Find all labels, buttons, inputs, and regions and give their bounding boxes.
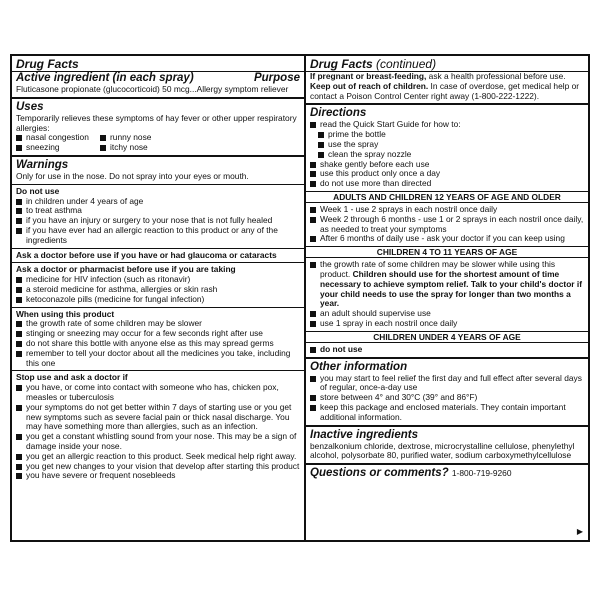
drug-facts-title: Drug Facts xyxy=(16,57,79,71)
list-item: nasal congestion xyxy=(16,133,100,143)
stop-use-block xyxy=(12,370,304,481)
list-item: you get a constant whistling sound from your nose. This may be a sign of damage inside your nose. xyxy=(16,432,300,452)
stop-use-heading: Stop use and ask a doctor if xyxy=(16,372,128,383)
list-item: use the spray xyxy=(310,140,584,150)
list-item: Week 2 through 6 months - use 1 or 2 sprays in each nostril once daily, as needed to treat your symptoms xyxy=(310,215,584,235)
pregnancy-text: If pregnant or breast-feeding, ask a health professional before use. xyxy=(310,71,566,81)
ask-doctor-block xyxy=(12,248,304,261)
list-item: if you have an injury or surgery to your nose that is not fully healed xyxy=(16,216,300,226)
list-item: you get new changes to your vision that develop after starting this product xyxy=(16,462,300,472)
list-item: use 1 spray in each nostril once daily xyxy=(310,319,584,329)
title-section xyxy=(12,56,304,99)
adults-bar: ADULTS AND CHILDREN 12 YEARS OF AGE AND OLDER xyxy=(306,191,588,203)
list-item: in children under 4 years of age xyxy=(16,197,300,207)
uses-text: Temporarily relieves these symptoms of hay fever or other upper respiratory allergies: xyxy=(16,112,297,133)
list-item: Week 1 - use 2 sprays in each nostril once daily xyxy=(310,205,584,215)
continued-arrow-icon: ▶ xyxy=(576,527,583,536)
keep-out-text: Keep out of reach of children. In case of overdose, get medical help or contact a Poison Control Center right away (1-800-222-1222). xyxy=(310,80,580,101)
questions-phone: 1-800-719-9260 xyxy=(451,468,512,479)
questions-heading: Questions or comments? 1-800-719-9260 xyxy=(310,467,512,480)
list-item: you get an allergic reaction to this product. Seek medical help right away. xyxy=(16,452,300,462)
list-item: a steroid medicine for asthma, allergies or skin rash xyxy=(16,285,300,295)
active-ingredient-heading: Active ingredient (in each spray) xyxy=(16,72,194,84)
list-item: you have severe or frequent nosebleeds xyxy=(16,471,300,481)
when-using-block xyxy=(12,307,304,369)
list-item: prime the bottle xyxy=(310,130,584,140)
continued-label: (continued) xyxy=(376,57,437,71)
drug-facts-continued-title: Drug Facts (continued) xyxy=(310,57,437,71)
under4-bar: CHILDREN UNDER 4 YEARS OF AGE xyxy=(306,331,588,343)
list-item: clean the spray nozzle xyxy=(310,150,584,160)
warnings-section xyxy=(12,157,304,483)
list-item: do not share this bottle with anyone else as this may spread germs xyxy=(16,339,300,349)
questions-section xyxy=(306,465,588,482)
uses-section xyxy=(12,99,304,157)
uses-list xyxy=(16,133,300,153)
do-not-use-heading: Do not use xyxy=(16,185,60,196)
list-item: keep this package and enclosed materials. They contain important additional information. xyxy=(310,403,584,423)
warnings-intro: Only for use in the nose. Do not spray into your eyes or mouth. xyxy=(16,170,249,181)
ask-pharmacist-block xyxy=(12,262,304,304)
list-item: ketoconazole pills (medicine for fungal infection) xyxy=(16,295,300,305)
inactive-ingredients-text: benzalkonium chloride, dextrose, microcrystalline cellulose, phenylethyl alcohol, polysorbate 80, purified water, sodium carboxymethylcellulose xyxy=(310,440,575,461)
list-item: After 6 months of daily use - ask your doctor if you can keep using xyxy=(310,234,584,244)
continued-section xyxy=(306,56,588,105)
list-item: sneezing xyxy=(16,143,100,153)
list-item: to treat asthma xyxy=(16,206,300,216)
list-item: an adult should supervise use xyxy=(310,309,584,319)
directions-section xyxy=(306,105,588,358)
drug-facts-label xyxy=(10,54,590,542)
list-item: your symptoms do not get better within 7 days of starting use or you get new symptoms such as severe facial pain or thick nasal discharge. You may have something more than allergies, such as an infection. xyxy=(16,403,300,432)
ask-doctor-text: Ask a doctor before use if you have or had glaucoma or cataracts xyxy=(16,249,277,260)
list-item: the growth rate of some children may be slower xyxy=(16,319,300,329)
uses-heading: Uses xyxy=(16,100,44,113)
list-item: do not use xyxy=(310,345,584,355)
list-item: use this product only once a day xyxy=(310,169,584,179)
children-bar: CHILDREN 4 TO 11 YEARS OF AGE xyxy=(306,246,588,258)
list-item: if you have ever had an allergic reaction to this product or any of the ingredients xyxy=(16,226,300,246)
right-column xyxy=(306,56,588,540)
list-item: you have, or come into contact with someone who has, chicken pox, measles or tuberculosis xyxy=(16,383,300,403)
list-item: runny nose xyxy=(100,133,300,143)
list-item: do not use more than directed xyxy=(310,179,584,189)
active-ingredient-line: Fluticasone propionate (glucocorticoid) 50 mcg...Allergy symptom reliever xyxy=(16,84,289,94)
do-not-use-block xyxy=(12,184,304,246)
list-item: stinging or sneezing may occur for a few seconds right after use xyxy=(16,329,300,339)
list-item: read the Quick Start Guide for how to: xyxy=(310,120,584,130)
purpose-heading: Purpose xyxy=(253,72,300,84)
other-information-section xyxy=(306,359,588,427)
when-using-heading: When using this product xyxy=(16,308,115,319)
list-item: remember to tell your doctor about all the medicines you take, including this one xyxy=(16,349,300,369)
list-item: shake gently before each use xyxy=(310,160,584,170)
other-information-heading: Other information xyxy=(310,360,408,373)
list-item: store between 4° and 30°C (39° and 86°F) xyxy=(310,393,584,403)
list-item: the growth rate of some children may be slower while using this product. Children should use for the shortest amount of time necessary to achieve symptom relief. Talk to your child's doctor if your child needs to use the spray for longer than two months a year. xyxy=(310,260,584,309)
list-item: you may start to feel relief the first day and full effect after several days of regular, once-a-day use xyxy=(310,374,584,394)
directions-heading: Directions xyxy=(310,107,367,120)
left-column xyxy=(12,56,306,540)
inactive-ingredients-heading: Inactive ingredients xyxy=(310,428,419,441)
list-item: medicine for HIV infection (such as ritonavir) xyxy=(16,275,300,285)
warnings-heading: Warnings xyxy=(16,158,69,171)
ask-pharmacist-heading: Ask a doctor or pharmacist before use if you are taking xyxy=(16,264,236,275)
list-item: itchy nose xyxy=(100,143,300,153)
inactive-ingredients-section xyxy=(306,427,588,466)
